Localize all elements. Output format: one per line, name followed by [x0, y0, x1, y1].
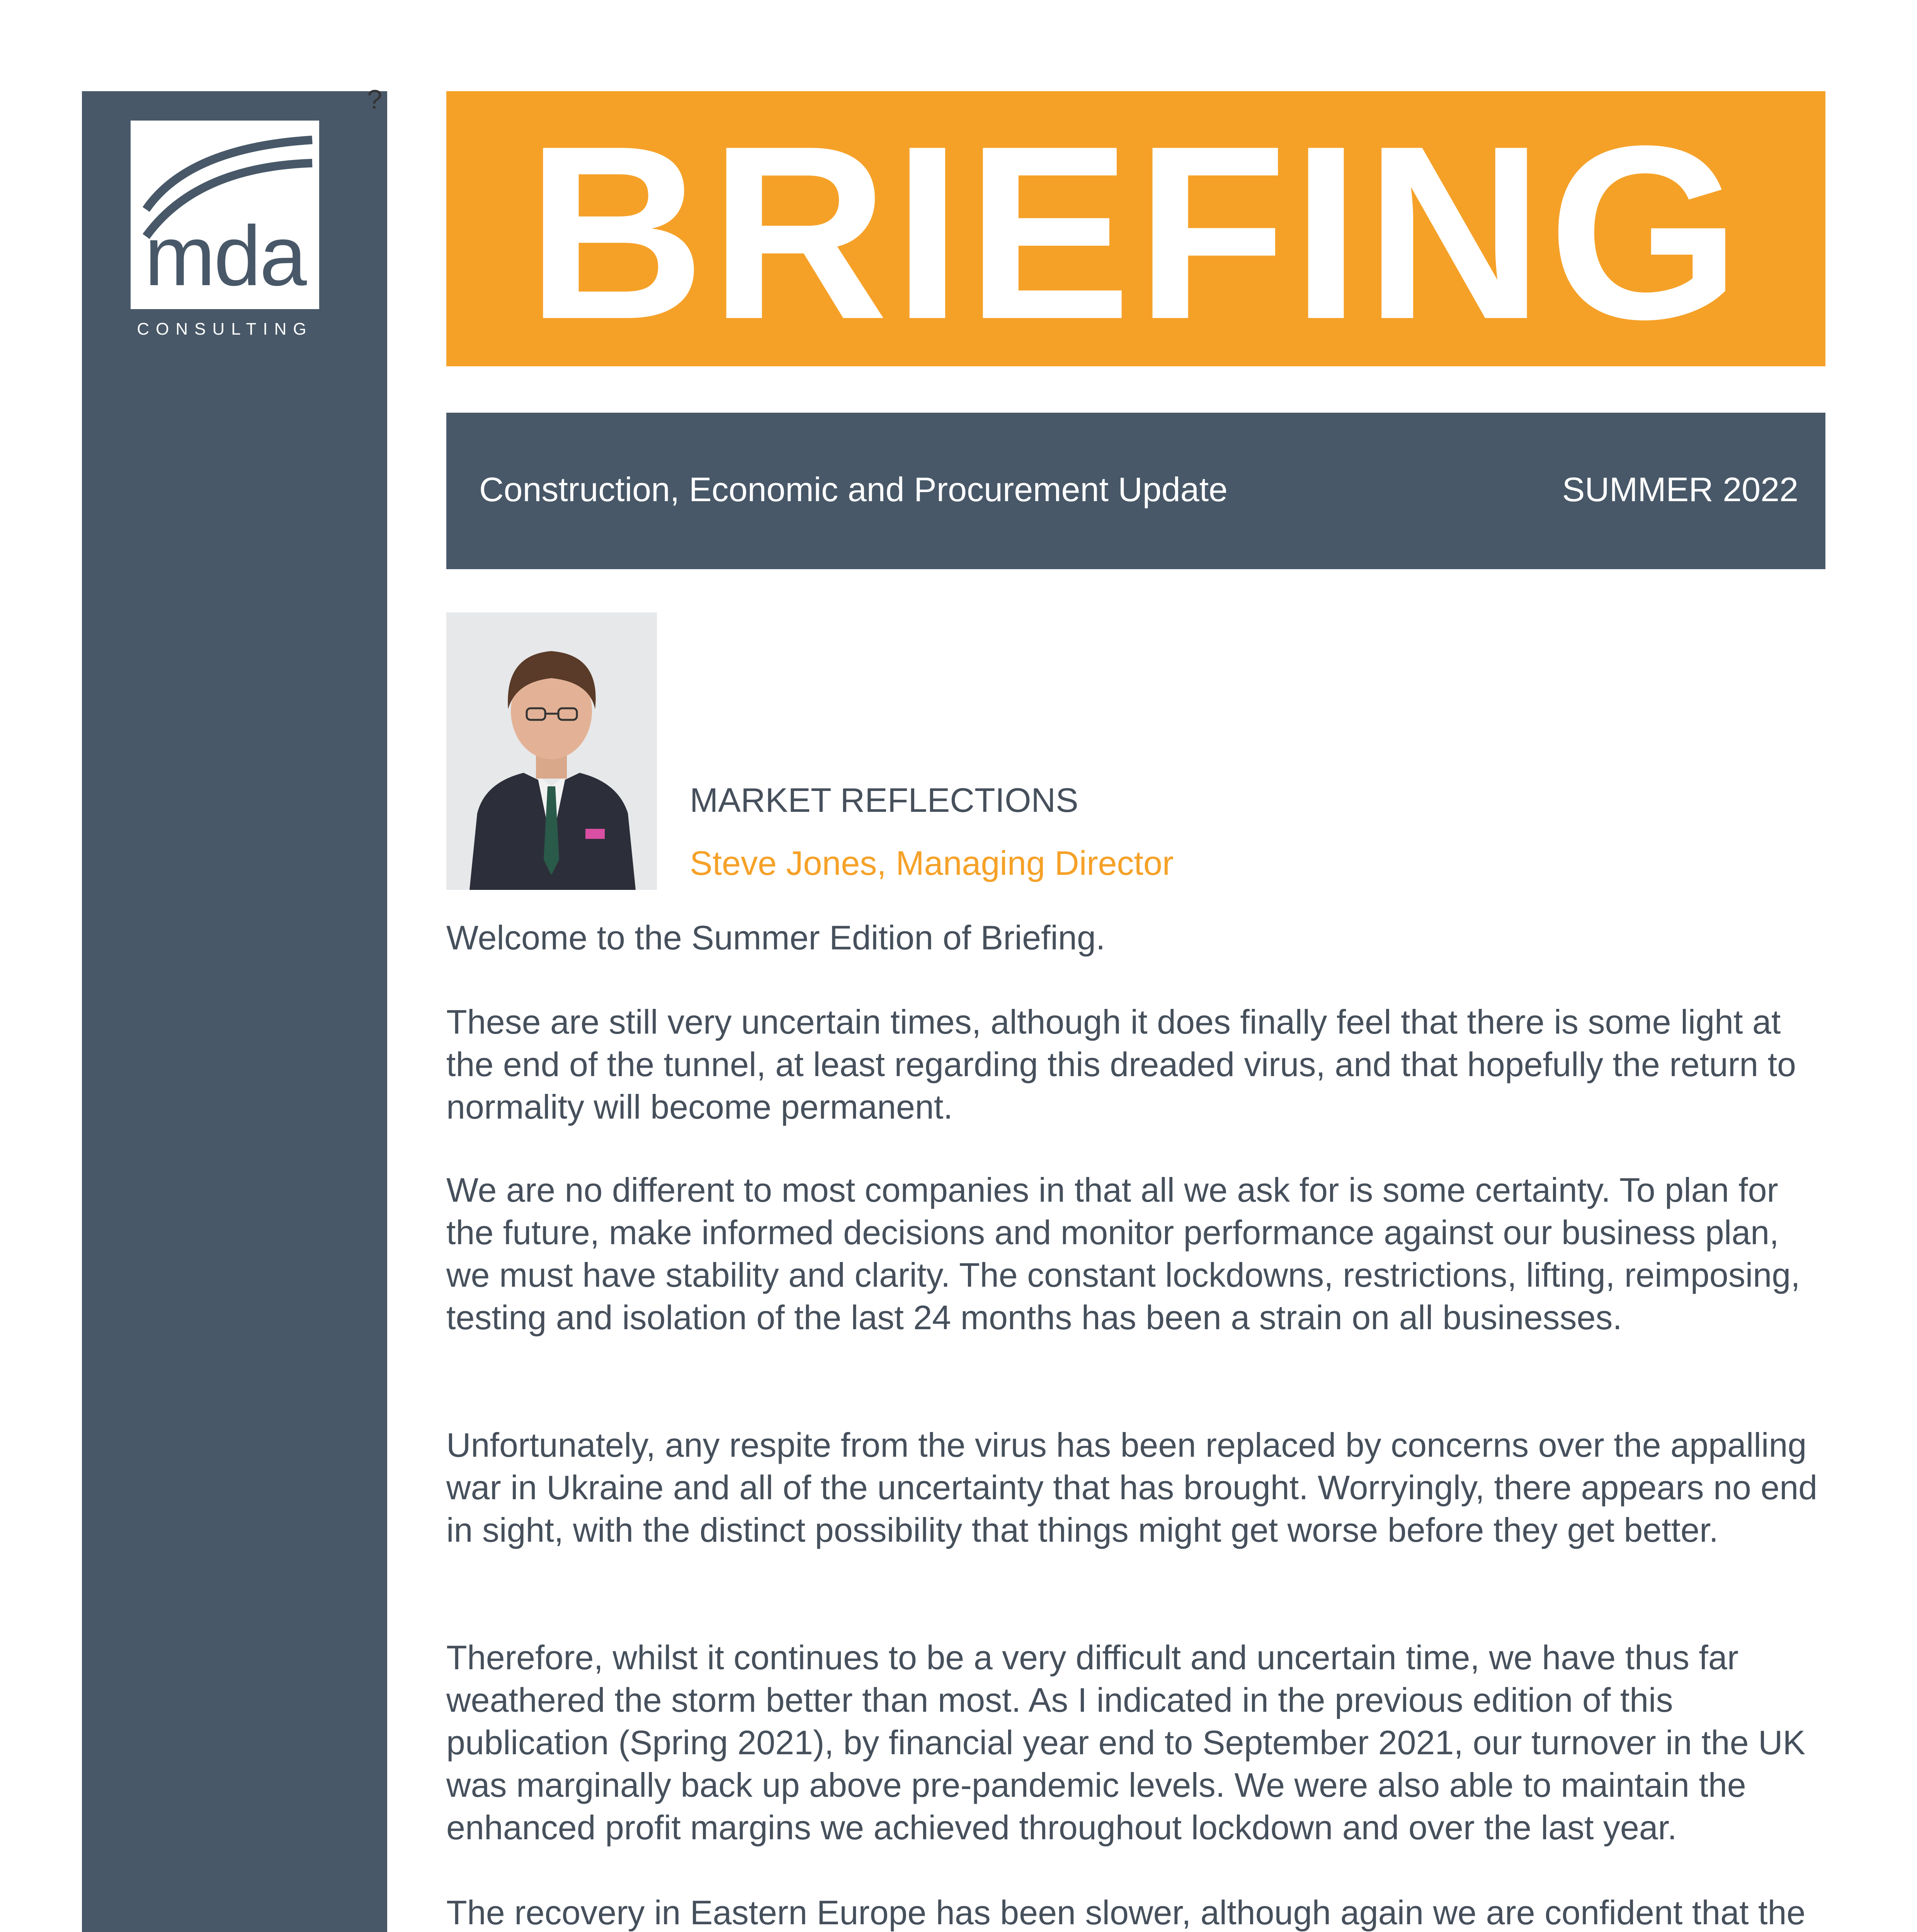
subheader-bar: [446, 413, 1825, 569]
author-portrait: [446, 612, 657, 890]
company-logo: [131, 121, 319, 309]
paragraph: The recovery in Eastern Europe has been slower, although again we are confident that the: [446, 1893, 1806, 1932]
edition-label: SUMMER 2022: [1562, 470, 1798, 509]
section-title: MARKET REFLECTIONS: [690, 781, 1078, 819]
banner: [446, 91, 1825, 371]
portrait-image: [446, 612, 657, 890]
author-byline: Steve Jones, Managing Director: [690, 844, 1174, 882]
subheader-title: Construction, Economic and Procurement Update: [479, 470, 1228, 509]
paragraph: These are still very uncertain times, although it does finally feel that there is some light at the end of the tunnel, at least regarding this dreaded virus, and that hopefully the return to normality will become permanent.: [446, 1003, 1796, 1126]
paragraph: We are no different to most companies in that all we ask for is some certainty. To plan for the future, make informed decisions and monitor performance against our business plan, we must have stability and clarity. The constant lockdowns, restrictions, lifting, reimposing, testing and isolation of the last 24 months has been a strain on all businesses.: [446, 1171, 1800, 1337]
logo-wordmark: mda: [145, 208, 305, 303]
stray-mark: ?: [367, 84, 382, 114]
sidebar: [82, 91, 387, 1932]
paragraph: Unfortunately, any respite from the virus has been replaced by concerns over the appalling war in Ukraine and all of the uncertainty that has brought. Worryingly, there appears no end in sight, with the distinct possibility that things might get worse before they get better.: [446, 1426, 1818, 1549]
paragraph: Therefore, whilst it continues to be a very difficult and uncertain time, we have thus far weathered the storm better than most. As I indicated in the previous edition of this publication (Spring 2021), by financial year end to September 2021, our turnover in the UK was marginally back up above pre-pandemic levels. We were also able to maintain the enhanced profit margins we achieved throughout lockdown and over the last year.: [446, 1638, 1806, 1847]
banner-title: BRIEFING: [526, 94, 1745, 371]
paragraph: Welcome to the Summer Edition of Briefing.: [446, 918, 1106, 957]
logo-subtitle: CONSULTING: [137, 320, 313, 338]
